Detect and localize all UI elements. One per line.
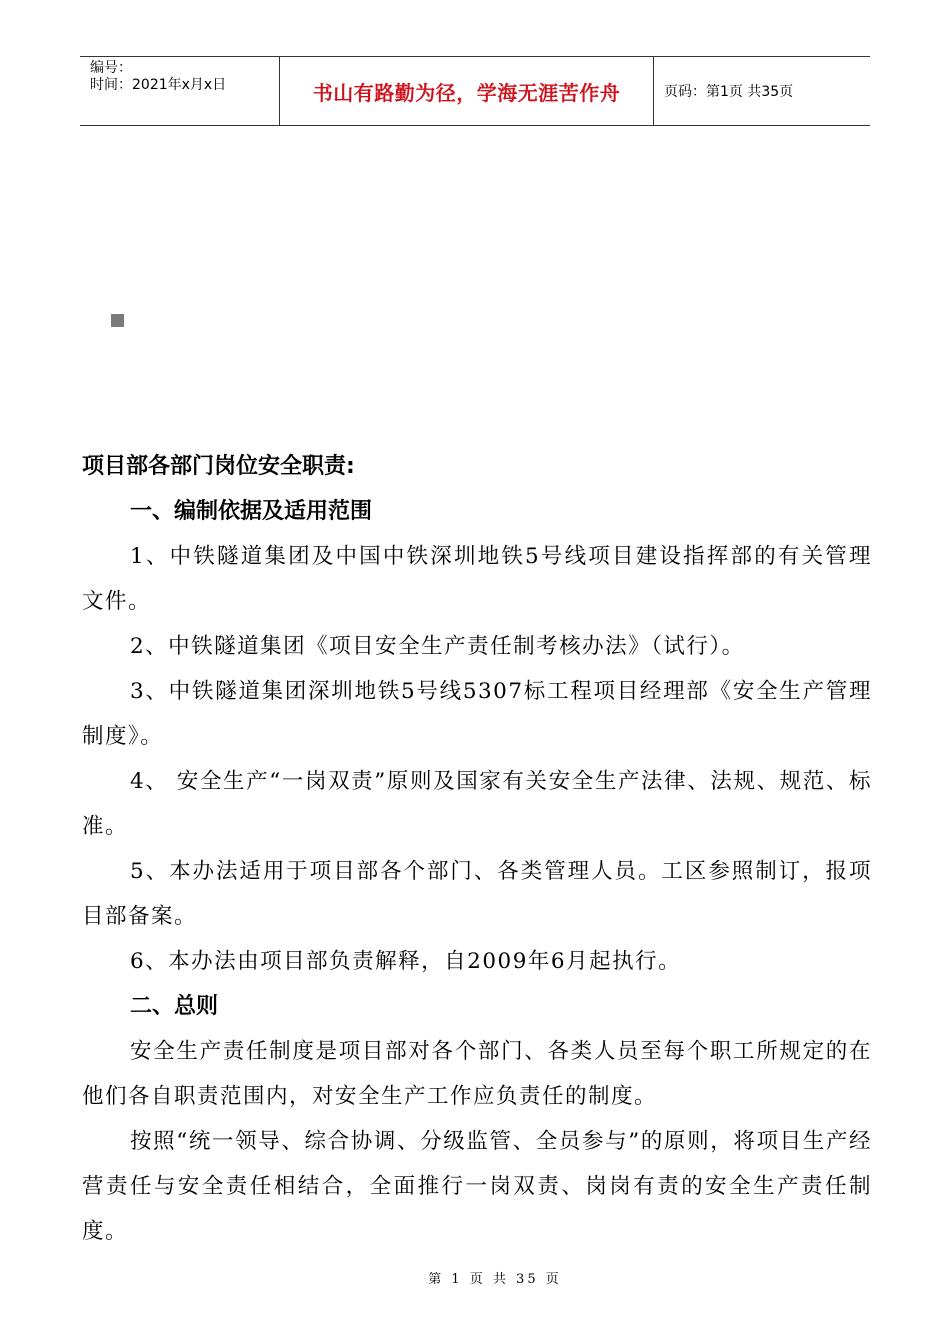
number-label: 编号： xyxy=(90,60,132,76)
header-meta xyxy=(80,57,280,125)
document-title: 项目部各部门岗位安全职责: xyxy=(82,454,355,479)
paragraph-3: 3、中铁隧道集团深圳地铁5号线5307标工程项目经理部《安全生产管理制度》。 xyxy=(82,679,872,749)
header-page-info: 页码：第1页 共35页 xyxy=(664,84,794,100)
header-motto: 书山有路勤为径，学海无涯苦作舟 xyxy=(280,57,654,125)
section-heading-2: 二、总则 xyxy=(130,994,219,1019)
square-bullet-icon xyxy=(111,314,124,327)
paragraph-1: 1、中铁隧道集团及中国中铁深圳地铁5号线项目建设指挥部的有关管理文件。 xyxy=(82,544,872,614)
section-heading-1: 一、编制依据及适用范围 xyxy=(130,499,373,524)
page-footer: 第 1 页 共 35 页 xyxy=(428,1272,562,1287)
paragraph-5: 5、本办法适用于项目部各个部门、各类管理人员。工区参照制订，报项目部备案。 xyxy=(82,859,872,929)
paragraph-2: 2、中铁隧道集团《项目安全生产责任制考核办法》（试行）。 xyxy=(130,634,745,659)
time-label: 时间：2021年x月x日 xyxy=(90,77,227,93)
page-header xyxy=(80,56,870,126)
paragraph-8: 按照“统一领导、综合协调、分级监管、全员参与”的原则，将项目生产经营责任与安全责任相结合，全面推行一岗双责、岗岗有责的安全生产责任制度。 xyxy=(82,1129,872,1244)
paragraph-4: 4、 安全生产“一岗双责”原则及国家有关安全生产法律、法规、规范、标准。 xyxy=(82,769,872,839)
document-body xyxy=(82,445,872,1254)
paragraph-6: 6、本办法由项目部负责解释，自2009年6月起执行。 xyxy=(130,949,682,974)
paragraph-7: 安全生产责任制度是项目部对各个部门、各类人员至每个职工所规定的在他们各自职责范围内，对安全生产工作应负责任的制度。 xyxy=(82,1039,872,1109)
